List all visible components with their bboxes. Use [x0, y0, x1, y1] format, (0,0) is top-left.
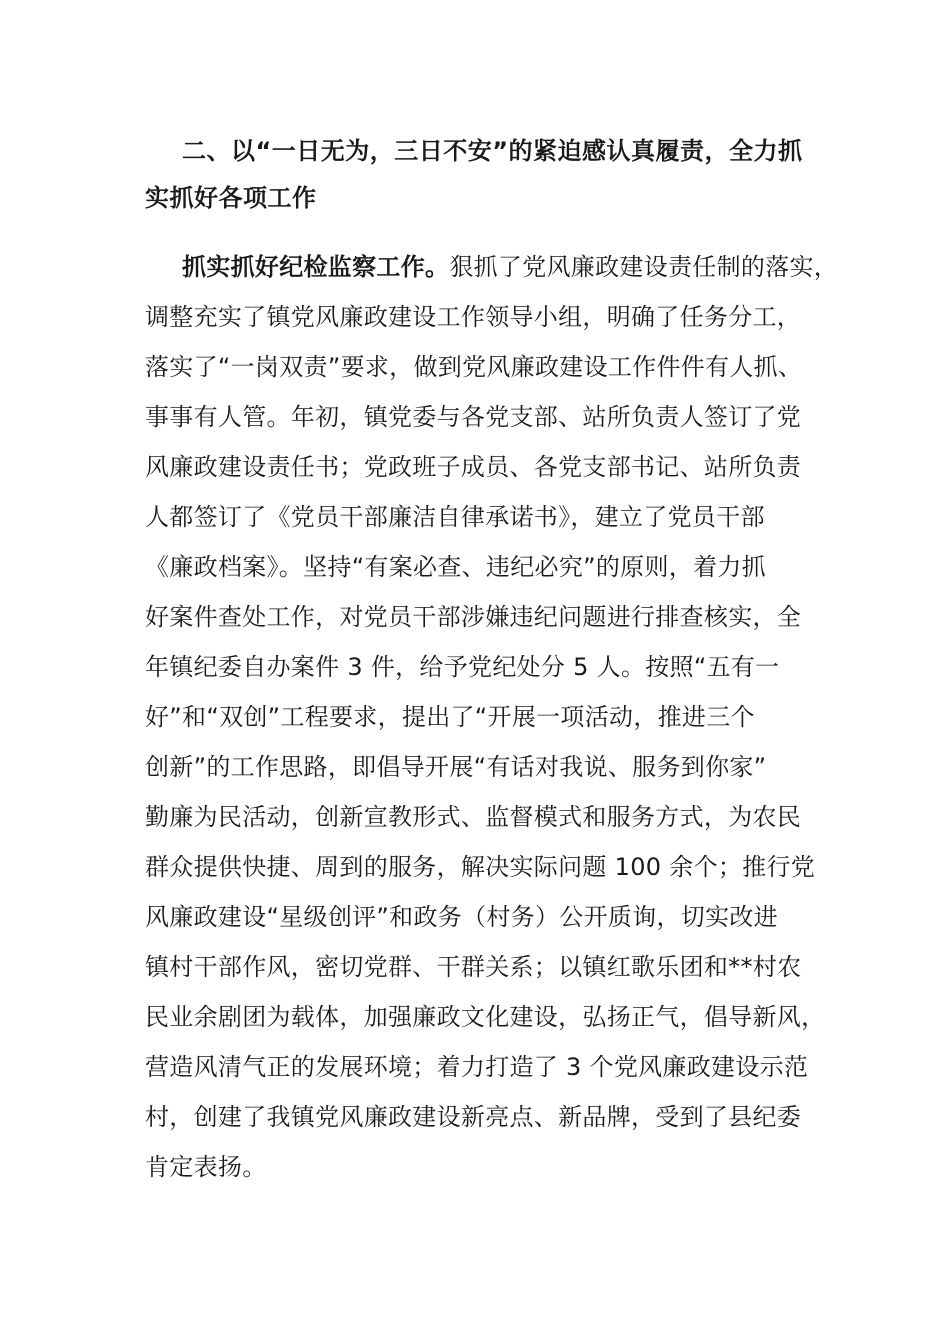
paragraph-line: 年镇纪委自办案件 3 件，给予党纪处分 5 人。按照“五有一 — [145, 653, 780, 681]
body-paragraph — [145, 242, 839, 1192]
paragraph-line: 好”和“双创”工程要求，提出了“开展一项活动，推进三个 — [145, 703, 755, 731]
paragraph-line: 事事有人管。年初，镇党委与各党支部、站所负责人签订了党 — [145, 403, 802, 431]
paragraph-line: 风廉政建设责任书；党政班子成员、各党支部书记、站所负责 — [145, 453, 802, 481]
paragraph-line: 镇村干部作风，密切党群、干群关系；以镇红歌乐团和**村农 — [145, 953, 802, 981]
paragraph-line: 落实了“一岗双责”要求，做到党风廉政建设工作件件有人抓、 — [145, 353, 803, 381]
paragraph-line: 调整充实了镇党风廉政建设工作领导小组，明确了任务分工， — [145, 303, 802, 331]
heading-line: 实抓好各项工作 — [145, 184, 317, 212]
paragraph-lead-title: 抓实抓好纪检监察工作。 — [182, 253, 450, 281]
paragraph-line: 创新”的工作思路，即倡导开展“有话对我说、服务到你家” — [145, 753, 767, 781]
paragraph-line: 营造风清气正的发展环境；着力打造了 3 个党风廉政建设示范 — [145, 1053, 809, 1081]
paragraph-first-line-text: 狠抓了党风廉政建设责任制的落实， — [449, 253, 839, 281]
paragraph-line: 好案件查处工作，对党员干部涉嫌违纪问题进行排查核实，全 — [145, 603, 802, 631]
heading-line: 二、以“一日无为，三日不安”的紧迫感认真履责，全力抓 — [182, 137, 803, 165]
paragraph-line: 勤廉为民活动，创新宣教形式、监督模式和服务方式，为农民 — [145, 803, 802, 831]
paragraph-line: 风廉政建设“星级创评”和政务（村务）公开质询，切实改进 — [145, 903, 778, 931]
paragraph-line: 民业余剧团为载体，加强廉政文化建设，弘扬正气，倡导新风， — [145, 1003, 826, 1031]
paragraph-first-line — [145, 242, 839, 292]
paragraph-line: 《廉政档案》。坚持“有案必查、违纪必究”的原则，着力抓 — [145, 553, 766, 581]
paragraph-line: 肯定表扬。 — [145, 1153, 267, 1181]
section-heading — [145, 128, 825, 222]
paragraph-line: 人都签订了《党员干部廉洁自律承诺书》，建立了党员干部 — [145, 503, 765, 531]
paragraph-line: 村，创建了我镇党风廉政建设新亮点、新品牌，受到了县纪委 — [145, 1103, 802, 1131]
paragraph-line: 群众提供快捷、周到的服务，解决实际问题 100 余个；推行党 — [145, 853, 816, 881]
